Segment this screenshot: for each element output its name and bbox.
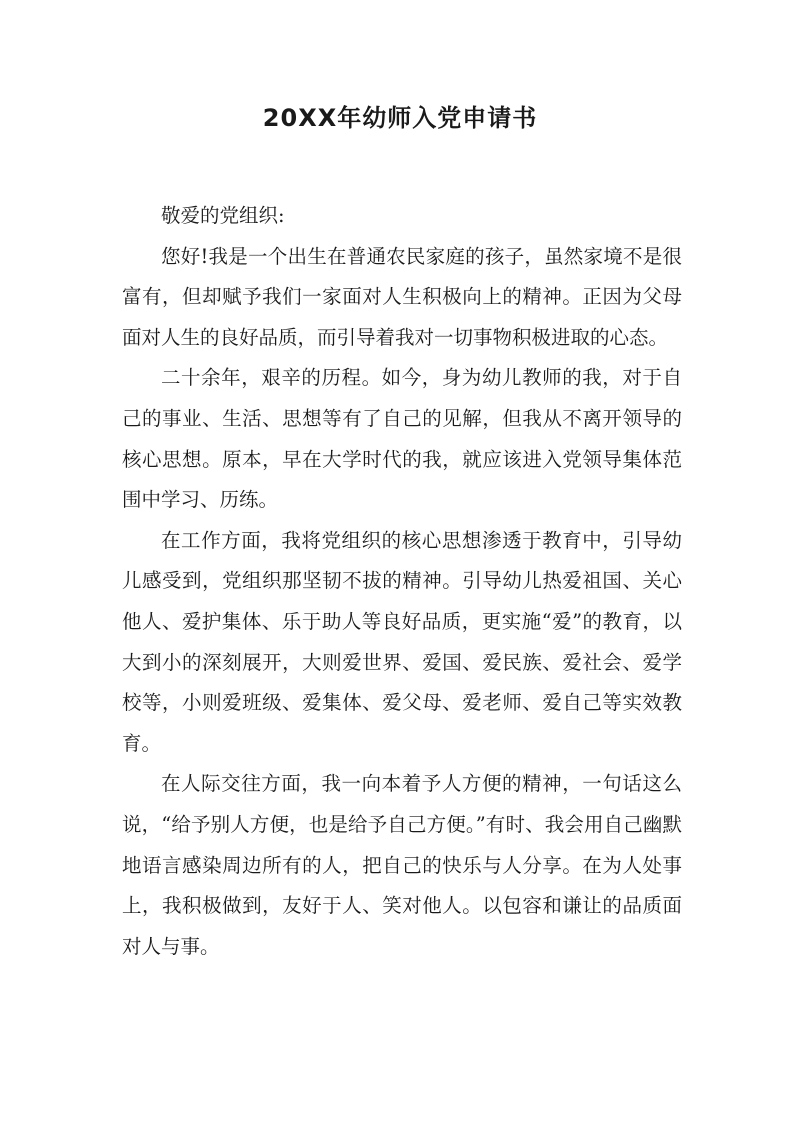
paragraph-2: 二十余年，艰辛的历程。如今，身为幼儿教师的我，对于自己的事业、生活、思想等有了自己的见解，但我从不离开领导的核心思想。原本，早在大学时代的我，就应该进入党领导集体范围中学习、历练。 [122, 366, 682, 512]
paragraph-1: 您好!我是一个出生在普通农民家庭的孩子，虽然家境不是很富有，但却赋予我们一家面对人生积极向上的精神。正因为父母面对人生的良好品质，而引导着我对一切事物积极进取的心态。 [122, 244, 682, 349]
document-title: 20XX年幼师入党申请书 [262, 104, 538, 132]
paragraph-3: 在工作方面，我将党组织的核心思想渗透于教育中，引导幼儿感受到，党组织那坚韧不拔的精神。引导幼儿热爱祖国、关心他人、爱护集体、乐于助人等良好品质，更实施“爱”的教育，以大到小的深刻展开，大则爱世界、爱国、爱民族、爱社会、爱学校等，小则爱班级、爱集体、爱父母、爱老师、爱自己等实效教育。 [122, 528, 682, 755]
document-body [122, 196, 682, 967]
paragraph-4: 在人际交往方面，我一向本着予人方便的精神，一句话这么说，“给予别人方便，也是给予自己方便。”有时、我会用自己幽默地语言感染周边所有的人，把自己的快乐与人分享。在为人处事上，我积极做到，友好于人、笑对他人。以包容和谦让的品质面对人与事。 [122, 772, 682, 958]
salutation: 敬爱的党组织: [161, 204, 285, 227]
